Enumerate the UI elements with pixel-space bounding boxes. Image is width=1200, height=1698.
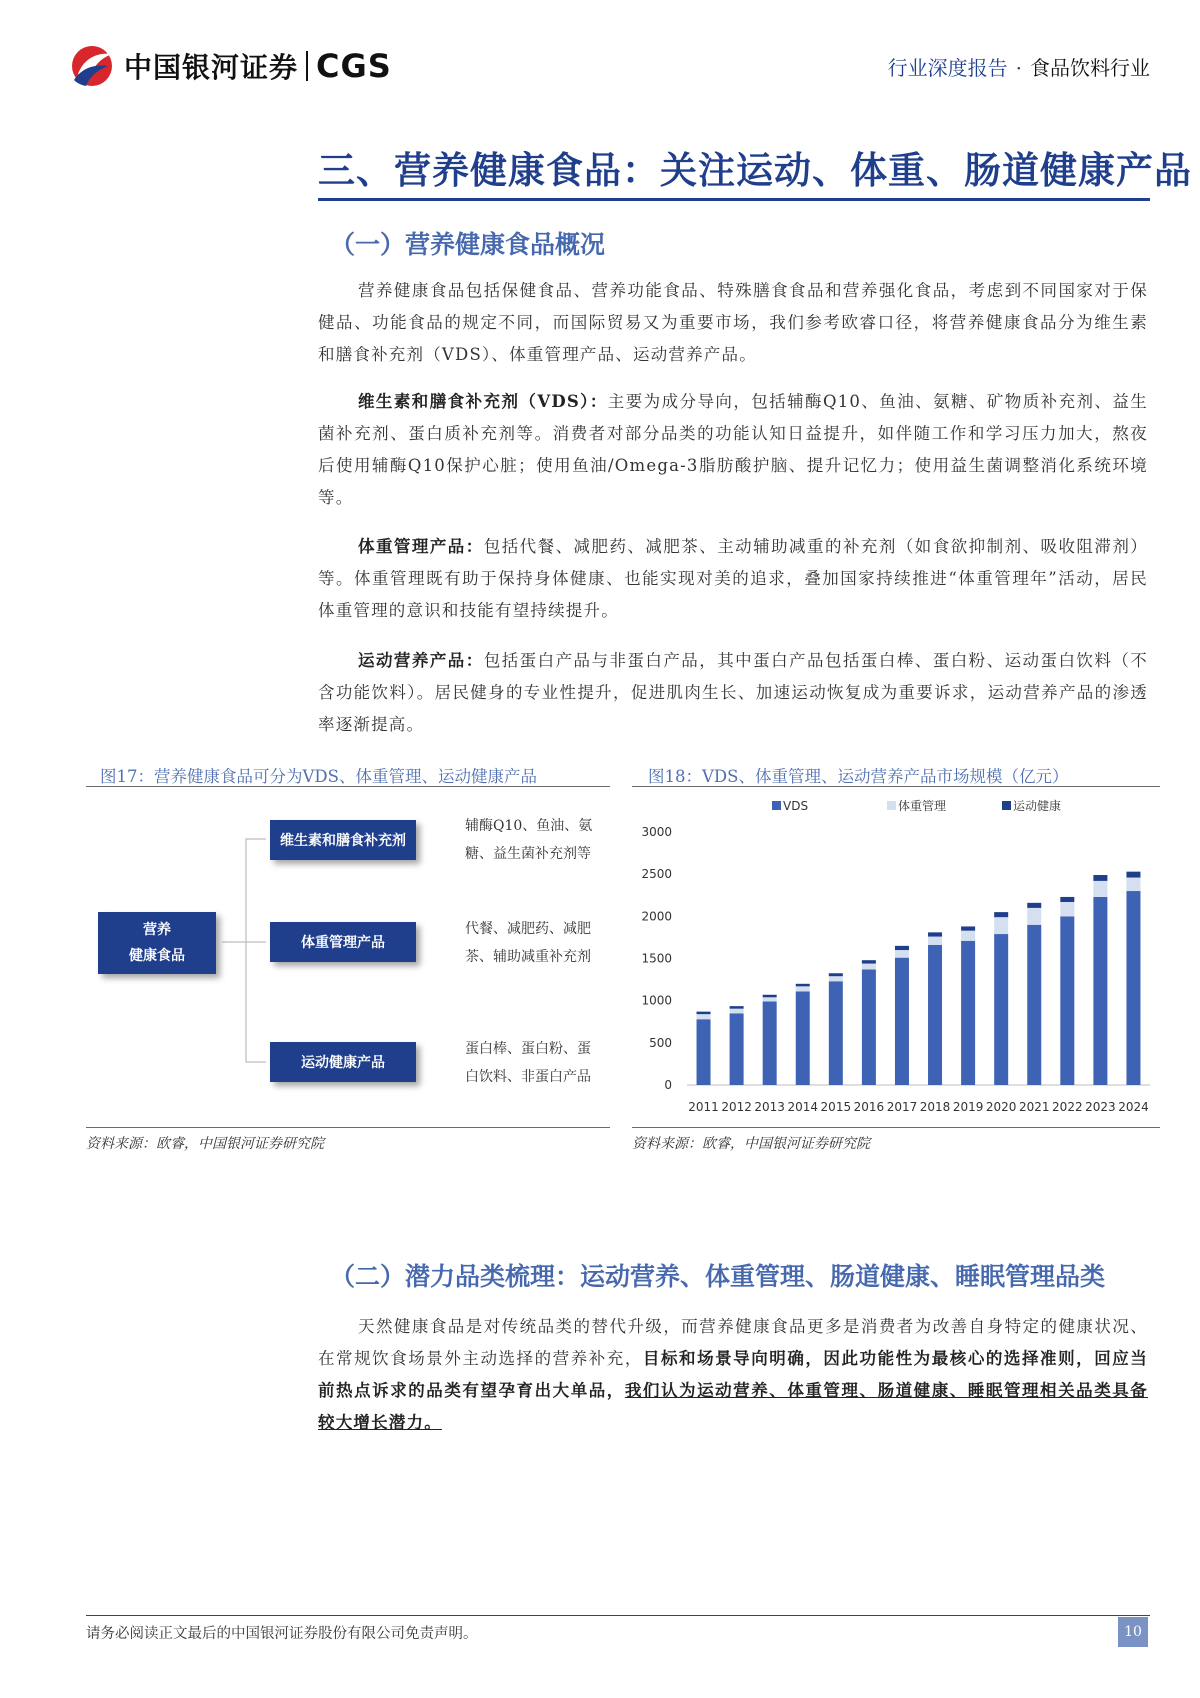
bar-2014-series-0	[796, 991, 810, 1085]
bar-2011-series-2	[697, 1012, 711, 1015]
paragraph-potential-conclusion: 我们认为运动营养、体重管理、肠道健康、睡眠管理相关品类具备较大增长潜力。	[318, 1381, 1148, 1432]
x-tick-label: 2013	[754, 1100, 785, 1114]
bar-2022-series-0	[1060, 916, 1074, 1085]
bar-2015-series-1	[829, 976, 843, 981]
y-tick-label: 500	[649, 1035, 672, 1050]
diagram-note-vds-line1: 辅酶Q10、鱼油、氨	[465, 818, 593, 834]
paragraph-vds	[318, 386, 1148, 514]
bar-2011-series-1	[697, 1014, 711, 1019]
fig18-source: 资料来源：欧睿，中国银河证券研究院	[632, 1136, 870, 1152]
x-tick-label: 2017	[886, 1100, 918, 1114]
x-tick-label: 2024	[1118, 1100, 1149, 1114]
diagram-branch-weight: 体重管理产品	[270, 922, 416, 962]
legend-swatch-2	[1002, 801, 1011, 810]
paragraph-vds-lead: 维生素和膳食补充剂（VDS）：	[358, 392, 608, 411]
y-tick-label: 3000	[641, 825, 672, 839]
footer-rule	[86, 1615, 1150, 1616]
bar-2021-series-1	[1027, 908, 1041, 925]
paragraph-weight	[318, 531, 1148, 627]
x-tick-label: 2020	[985, 1100, 1017, 1114]
bar-2020-series-2	[994, 912, 1008, 917]
x-tick-label: 2016	[853, 1100, 885, 1114]
legend-label-1: 体重管理	[898, 799, 947, 813]
paragraph-sports-lead: 运动营养产品：	[358, 651, 484, 670]
bar-2022-series-1	[1060, 902, 1074, 916]
bar-2018-series-1	[928, 937, 942, 945]
bar-2013-series-0	[763, 1002, 777, 1085]
report-type: 行业深度报告	[887, 56, 1008, 80]
y-tick-label: 0	[664, 1078, 672, 1092]
fig17-top-rule	[86, 786, 610, 787]
x-tick-label: 2019	[952, 1100, 984, 1114]
diagram-note-weight	[465, 915, 591, 971]
x-tick-label: 2012	[721, 1100, 752, 1114]
bar-2020-series-1	[994, 917, 1008, 934]
subsection-title-1: （一）营养健康食品概况	[330, 230, 606, 259]
paragraph-potential-bold: 目标和场景导向明确，因此功能性为最核心的选择准则，回应当前热点诉求的品类有望孕育出大单品，	[318, 1349, 1148, 1400]
bar-2024-series-0	[1126, 891, 1140, 1085]
diagram-branch-sports: 运动健康产品	[270, 1042, 416, 1082]
bar-2018-series-2	[928, 932, 942, 936]
diagram-note-sports-line1: 蛋白棒、蛋白粉、蛋	[465, 1041, 591, 1057]
bar-2017-series-2	[895, 946, 909, 950]
y-tick-label: 1500	[641, 951, 672, 966]
paragraph-sports	[318, 645, 1148, 741]
logo-english-name: CGS	[316, 47, 392, 85]
bar-2019-series-1	[961, 931, 975, 941]
bar-2012-series-2	[730, 1006, 744, 1009]
fig17-caption: 图17：营养健康食品可分为VDS、体重管理、运动健康产品	[100, 767, 537, 786]
bar-2019-series-2	[961, 926, 975, 930]
industry-name: 食品饮料行业	[1030, 56, 1150, 80]
legend-swatch-1	[887, 801, 896, 810]
diagram-root-line1: 营养	[143, 922, 171, 938]
x-tick-label: 2023	[1085, 1100, 1116, 1114]
fig18-top-rule	[632, 786, 1160, 787]
legend-label-0: VDS	[783, 799, 809, 813]
bar-2017-series-1	[895, 950, 909, 958]
diagram-root-box	[98, 912, 216, 974]
bar-2023-series-1	[1093, 881, 1107, 897]
subsection-title-2: （二）潜力品类梳理：运动营养、体重管理、肠道健康、睡眠管理品类	[330, 1262, 1106, 1291]
bar-2023-series-0	[1093, 897, 1107, 1085]
x-tick-label: 2018	[919, 1100, 951, 1114]
bar-2016-series-1	[862, 964, 876, 970]
company-logo	[68, 44, 392, 88]
fig18-bottom-rule	[632, 1127, 1160, 1128]
bar-2024-series-2	[1126, 872, 1140, 878]
bar-2023-series-2	[1093, 875, 1107, 881]
diagram-note-vds	[465, 812, 592, 868]
bar-2014-series-1	[796, 986, 810, 991]
y-tick-label: 1000	[641, 993, 672, 1008]
bar-2015-series-0	[829, 981, 843, 1085]
diagram-note-vds-line2: 糖、益生菌补充剂等	[465, 846, 591, 862]
paragraph-weight-text: 包括代餐、减肥药、减肥茶、主动辅助减重的补充剂（如食欲抑制剂、吸收阻滞剂）等。体重管理既有助于保持身体健康、也能实现对美的追求，叠加国家持续推进“体重管理年”活动，居民体重管理的意识和技能有望持续提升。	[318, 537, 1149, 620]
paragraph-sports-text: 包括蛋白产品与非蛋白产品，其中蛋白产品包括蛋白棒、蛋白粉、运动蛋白饮料（不含功能饮料）。居民健身的专业性提升，促进肌肉生长、加速运动恢复成为重要诉求，运动营养产品的渗透率逐渐提高。	[318, 651, 1149, 734]
bar-2021-series-2	[1027, 903, 1041, 908]
paragraph-potential	[318, 1311, 1148, 1439]
bar-2012-series-1	[730, 1009, 744, 1014]
legend-swatch-0	[772, 801, 781, 810]
bar-2016-series-0	[862, 969, 876, 1085]
bar-2011-series-0	[697, 1019, 711, 1085]
diagram-root-line2: 健康食品	[129, 948, 185, 964]
fig17-source: 资料来源：欧睿，中国银河证券研究院	[86, 1136, 324, 1152]
paragraph-vds-text: 主要为成分导向，包括辅酶Q10、鱼油、氨糖、矿物质补充剂、益生菌补充剂、蛋白质补充剂等。消费者对部分品类的功能认知日益提升，如伴随工作和学习压力加大，熬夜后使用辅酶Q10保护心脏；使用鱼油/Omega-3脂肪酸护脑、提升记忆力；使用益生菌调整消化系统环境等。	[318, 392, 1148, 507]
bar-2019-series-0	[961, 941, 975, 1085]
x-tick-label: 2021	[1018, 1100, 1050, 1114]
paragraph-potential-text: 天然健康食品是对传统品类的替代升级，而营养健康食品更多是消费者为改善自身特定的健康状况、在常规饮食场景外主动选择的营养补充，	[318, 1317, 1148, 1368]
legend-label-2: 运动健康	[1013, 799, 1062, 813]
diagram-note-sports-line2: 白饮料、非蛋白产品	[465, 1069, 591, 1085]
diagram-note-weight-line1: 代餐、减肥药、减肥	[465, 921, 591, 937]
bar-2013-series-1	[763, 997, 777, 1001]
paragraph-overview-text: 营养健康食品包括保健食品、营养功能食品、特殊膳食食品和营养强化食品，考虑到不同国家对于保健品、功能食品的规定不同，而国际贸易又为重要市场，我们参考欧睿口径，将营养健康食品分为维生素和膳食补充剂（VDS）、体重管理产品、运动营养产品。	[318, 281, 1148, 364]
diagram-note-sports	[465, 1035, 591, 1091]
x-tick-label: 2011	[688, 1100, 719, 1114]
bar-2024-series-1	[1126, 878, 1140, 891]
bar-2013-series-2	[763, 995, 777, 998]
bar-2012-series-0	[730, 1013, 744, 1085]
bar-2015-series-2	[829, 973, 843, 976]
section-title-rule	[318, 198, 1150, 201]
bar-2020-series-0	[994, 934, 1008, 1085]
paragraph-overview	[318, 275, 1148, 371]
bar-2016-series-2	[862, 960, 876, 963]
cgs-logo-icon	[68, 44, 116, 88]
header-separator: ·	[1015, 56, 1022, 80]
fig17-bottom-rule	[86, 1127, 610, 1128]
bar-2014-series-2	[796, 984, 810, 987]
report-header	[888, 52, 1150, 81]
market-size-chart	[632, 790, 1160, 1125]
paragraph-weight-lead: 体重管理产品：	[358, 537, 484, 556]
bar-2018-series-0	[928, 945, 942, 1085]
bar-2017-series-0	[895, 958, 909, 1085]
x-tick-label: 2015	[820, 1100, 852, 1114]
logo-separator	[306, 51, 308, 81]
bar-2022-series-2	[1060, 897, 1074, 902]
section-title: 三、营养健康食品：关注运动、体重、肠道健康产品	[318, 148, 1192, 192]
fig18-caption: 图18：VDS、体重管理、运动营养产品市场规模（亿元）	[648, 767, 1069, 786]
x-tick-label: 2022	[1052, 1100, 1083, 1114]
y-tick-label: 2000	[641, 909, 672, 924]
bar-2021-series-0	[1027, 925, 1041, 1085]
diagram-note-weight-line2: 茶、辅助减重补充剂	[465, 949, 591, 965]
page-number: 10	[1118, 1617, 1148, 1647]
diagram-branch-vds: 维生素和膳食补充剂	[270, 820, 416, 860]
logo-chinese-name: 中国银河证券	[124, 51, 299, 84]
footer-disclaimer: 请务必阅读正文最后的中国银河证券股份有限公司免责声明。	[86, 1626, 478, 1642]
y-tick-label: 2500	[641, 867, 672, 882]
x-tick-label: 2014	[787, 1100, 819, 1114]
